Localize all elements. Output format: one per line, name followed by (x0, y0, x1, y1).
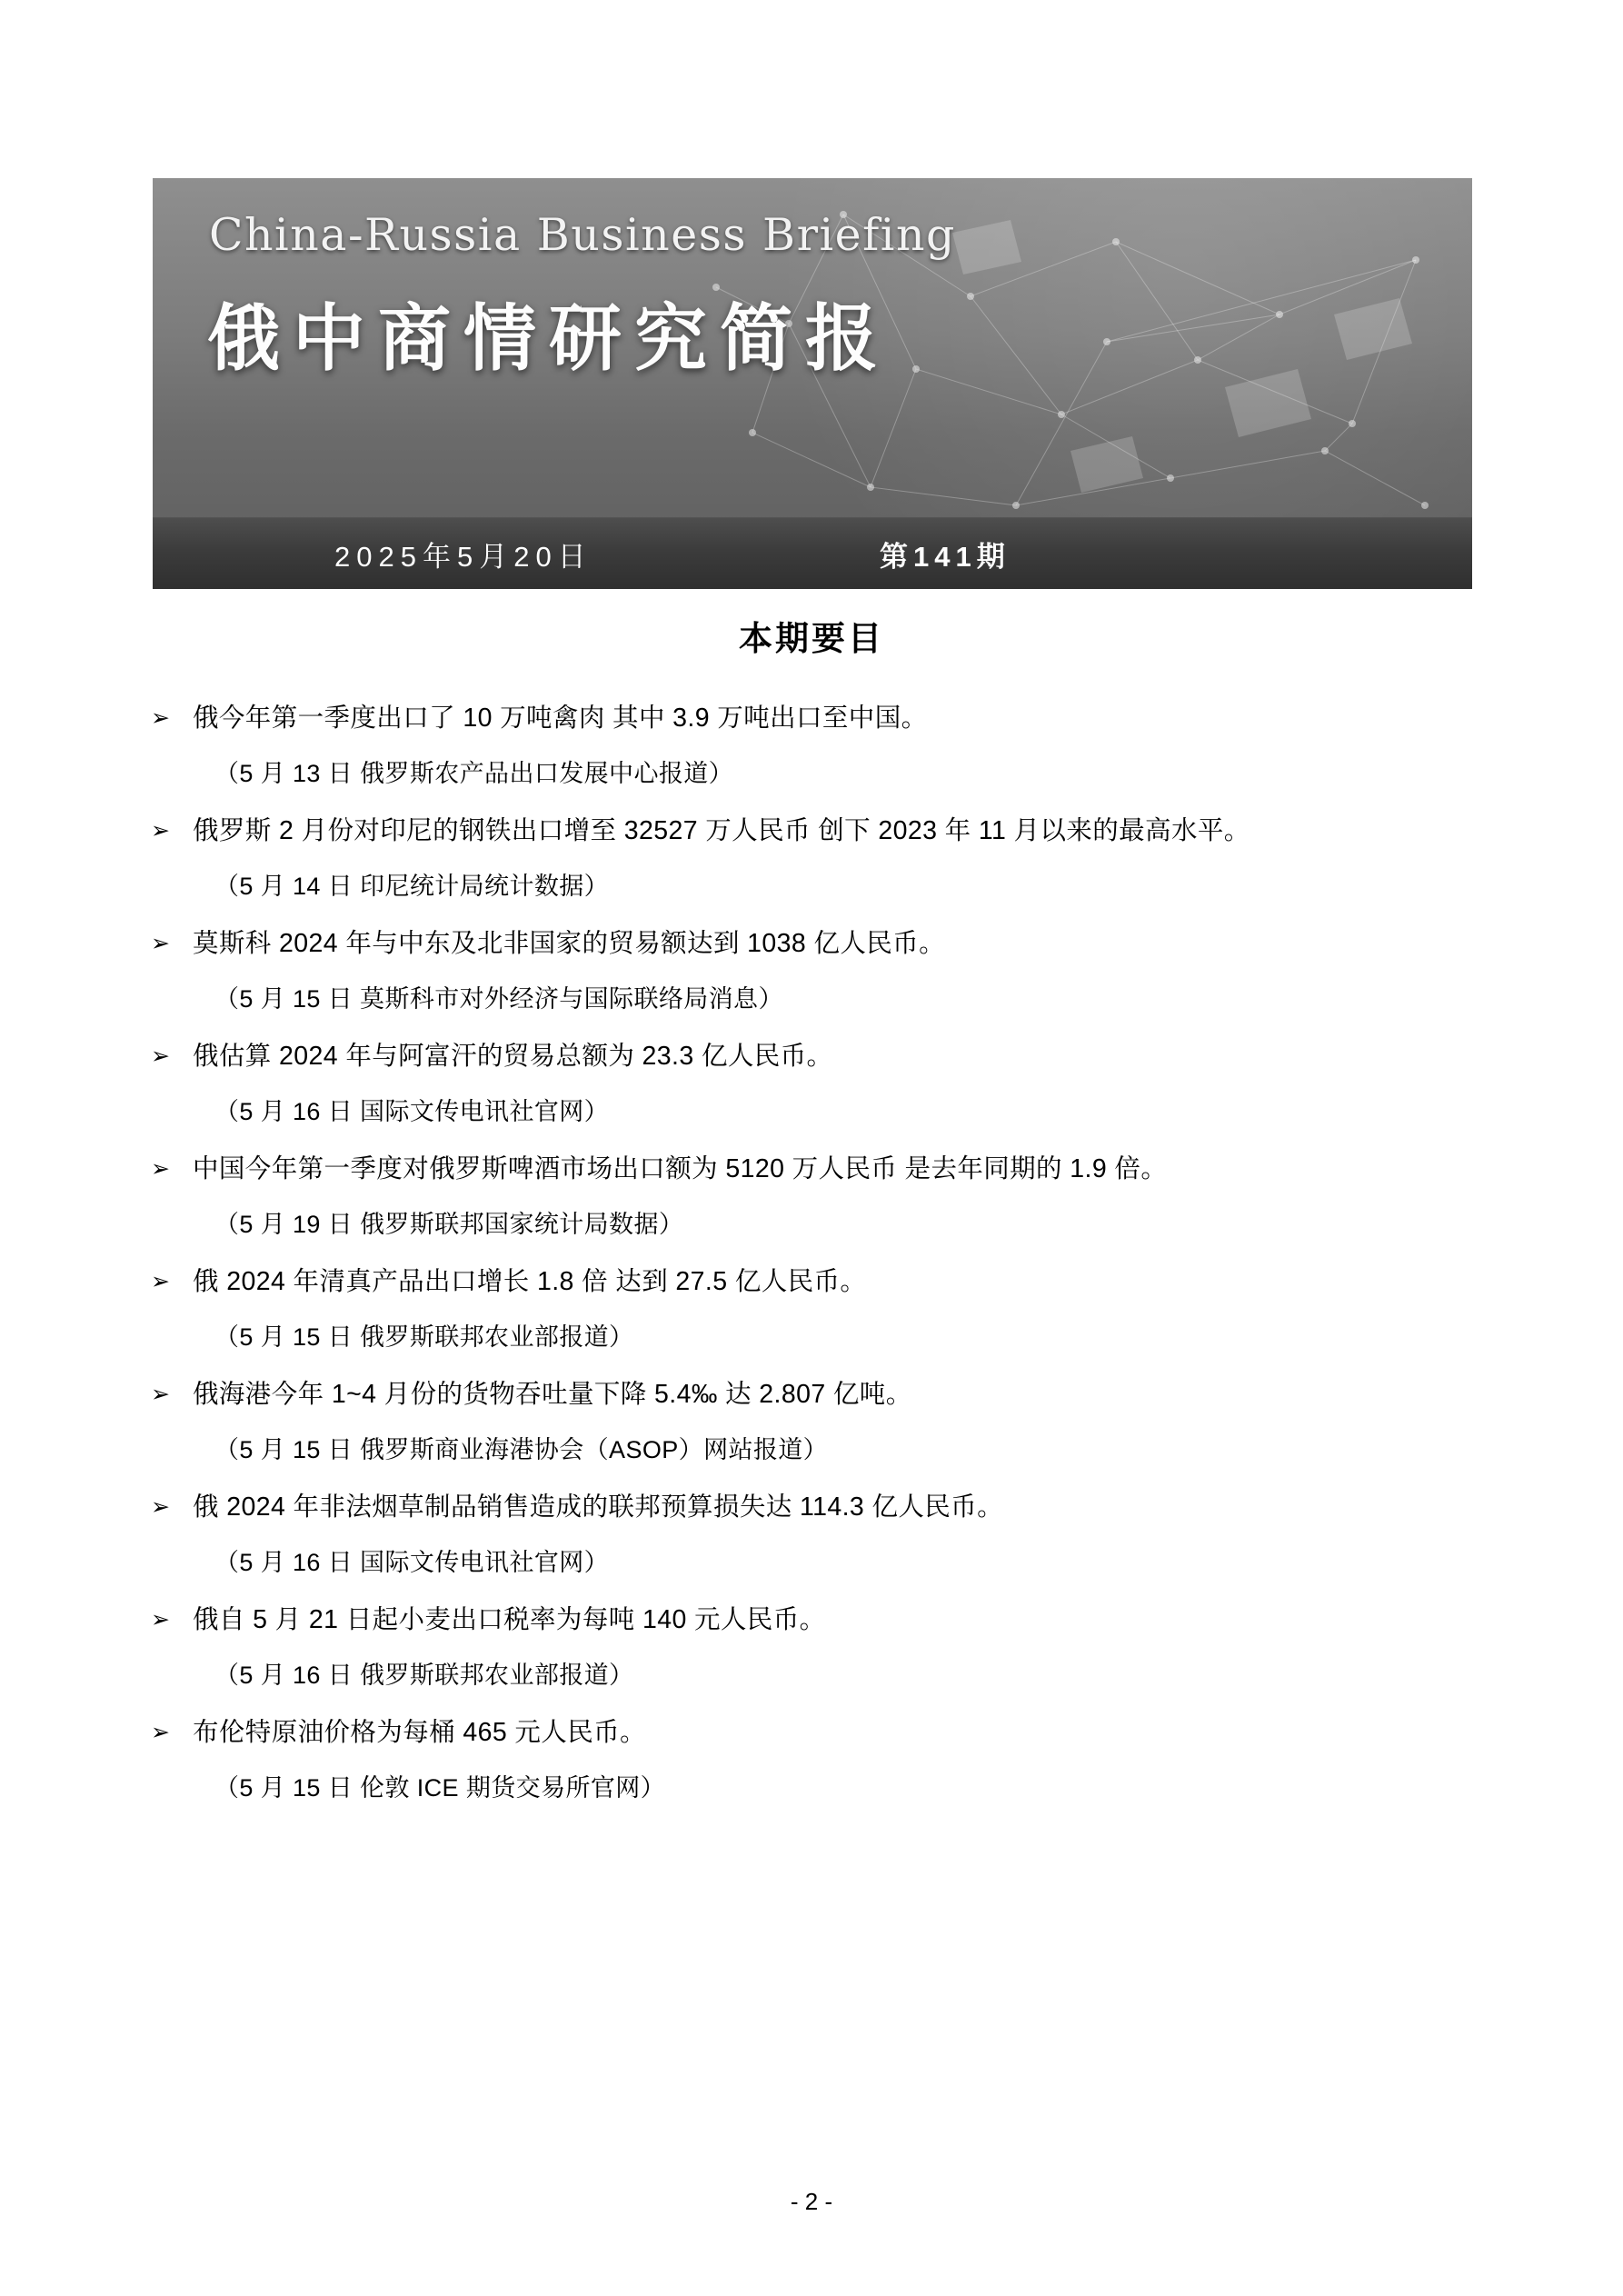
arrow-bullet-icon: ➢ (151, 1268, 170, 1294)
masthead-issue: 第141期 (880, 541, 1011, 573)
list-item (136, 1029, 1499, 1140)
list-item-source: （5 月 16 日 国际文传电讯社官网） (214, 1098, 610, 1125)
arrow-bullet-icon: ➢ (151, 1719, 170, 1745)
list-item-headline: 中国今年第一季度对俄罗斯啤酒市场出口额为 5120 万人民币 是去年同期的 1.9 倍。 (193, 1154, 1168, 1183)
arrow-bullet-icon: ➢ (151, 817, 170, 844)
masthead-date: 2025年5月20日 (334, 541, 592, 573)
list-item-headline: 俄 2024 年清真产品出口增长 1.8 倍 达到 27.5 亿人民币。 (193, 1267, 867, 1296)
list-item (136, 1367, 1499, 1478)
list-item-source: （5 月 15 日 莫斯科市对外经济与国际联络局消息） (214, 985, 783, 1013)
list-item-headline: 俄罗斯 2 月份对印尼的钢铁出口增至 32527 万人民币 创下 2023 年 11 月以来的最高水平。 (193, 816, 1250, 845)
list-item (136, 691, 1499, 802)
arrow-bullet-icon: ➢ (151, 1606, 170, 1632)
list-item (136, 1705, 1499, 1816)
list-item-headline: 布伦特原油价格为每桶 465 元人民币。 (193, 1718, 646, 1747)
masthead-titles (153, 178, 1472, 513)
page-title: 本期要目 (739, 620, 884, 657)
arrow-bullet-icon: ➢ (151, 1381, 170, 1407)
list-item (136, 1142, 1499, 1253)
list-item-headline: 俄海港今年 1~4 月份的货物吞吐量下降 5.4‰ 达 2.807 亿吨。 (193, 1380, 912, 1409)
list-item-source: （5 月 15 日 俄罗斯商业海港协会（ASOP）网站报道） (214, 1436, 829, 1463)
list-item-headline: 俄今年第一季度出口了 10 万吨禽肉 其中 3.9 万吨出口至中国。 (193, 704, 928, 733)
list-item-source: （5 月 16 日 国际文传电讯社官网） (214, 1549, 610, 1576)
contents-list (136, 691, 1499, 1818)
list-item (136, 1254, 1499, 1365)
list-item-source: （5 月 15 日 伦敦 ICE 期货交易所官网） (214, 1774, 666, 1802)
arrow-bullet-icon: ➢ (151, 1043, 170, 1069)
arrow-bullet-icon: ➢ (151, 704, 170, 731)
page-number: - 2 - (790, 2188, 833, 2215)
list-item-source: （5 月 16 日 俄罗斯联邦农业部报道） (214, 1662, 634, 1689)
list-item (136, 1480, 1499, 1591)
list-item-source: （5 月 15 日 俄罗斯联邦农业部报道） (214, 1323, 634, 1351)
masthead-title-cn: 俄中商情研究简报 (207, 296, 891, 381)
masthead-banner (153, 178, 1472, 589)
list-item (136, 804, 1499, 914)
arrow-bullet-icon: ➢ (151, 1155, 170, 1182)
list-item (136, 916, 1499, 1027)
list-item-source: （5 月 14 日 印尼统计局统计数据） (214, 873, 610, 900)
list-item-headline: 莫斯科 2024 年与中东及北非国家的贸易额达到 1038 亿人民币。 (193, 929, 945, 958)
list-item-headline: 俄自 5 月 21 日起小麦出口税率为每吨 140 元人民币。 (193, 1605, 826, 1634)
list-item-source: （5 月 13 日 俄罗斯农产品出口发展中心报道） (214, 760, 734, 787)
list-item-headline: 俄 2024 年非法烟草制品销售造成的联邦预算损失达 114.3 亿人民币。 (193, 1492, 1003, 1522)
list-item (136, 1592, 1499, 1703)
arrow-bullet-icon: ➢ (151, 1493, 170, 1520)
list-item-source: （5 月 19 日 俄罗斯联邦国家统计局数据） (214, 1211, 684, 1238)
arrow-bullet-icon: ➢ (151, 930, 170, 956)
masthead-title-en: China-Russia Business Briefing (209, 209, 956, 261)
list-item-headline: 俄估算 2024 年与阿富汗的贸易总额为 23.3 亿人民币。 (193, 1042, 833, 1071)
masthead-footer-bar (153, 517, 1472, 589)
